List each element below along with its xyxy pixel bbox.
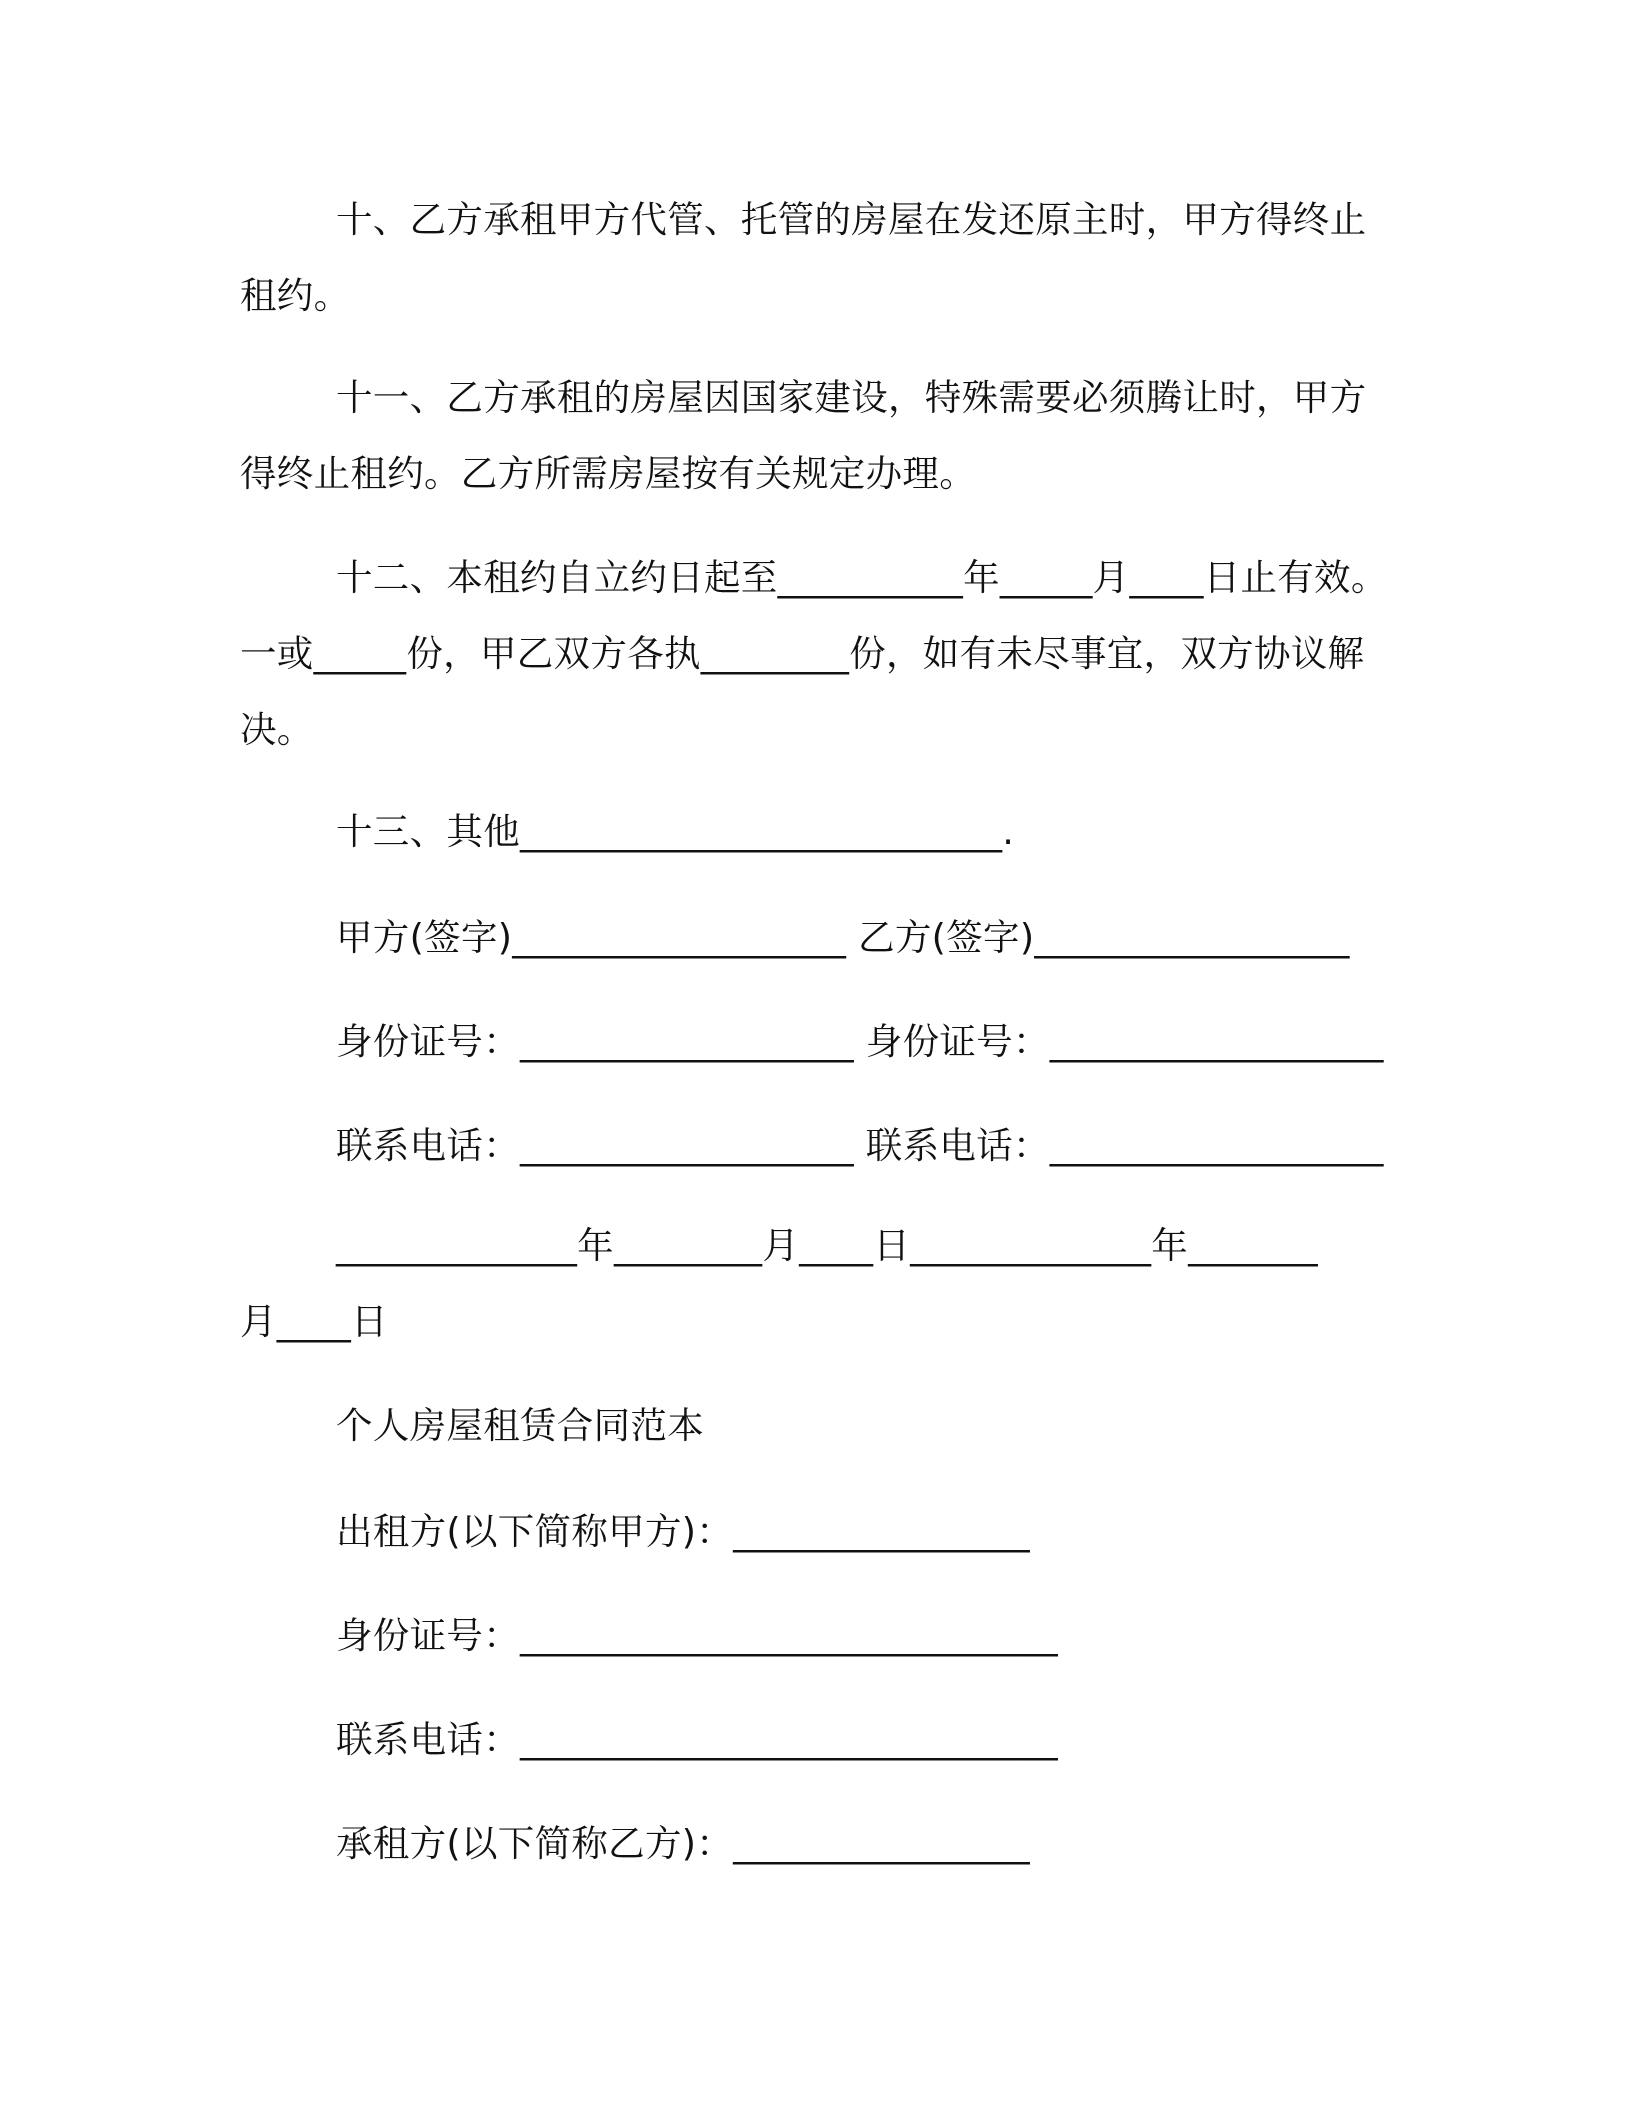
phone-line: 联系电话：__________________ 联系电话：__________________ xyxy=(336,1124,1384,1167)
clause-10-line-1: 十、乙方承租甲方代管、托管的房屋在发还原主时，甲方得终止 xyxy=(336,198,1367,241)
signature-line: 甲方(签字)__________________ 乙方(签字)_________________ xyxy=(336,916,1350,959)
clause-12-line-2: 一或_____份，甲乙双方各执________份，如有未尽事宜，双方协议解 xyxy=(240,632,1365,675)
clause-11-line-1: 十一、乙方承租的房屋因国家建设，特殊需要必须腾让时，甲方 xyxy=(336,376,1367,419)
clause-10-line-2: 租约。 xyxy=(240,274,351,317)
date-line-1: _____________年________月____日_____________年_______ xyxy=(336,1224,1318,1267)
lessor-id-line: 身份证号：_____________________________ xyxy=(336,1614,1058,1657)
date-line-2: 月____日 xyxy=(240,1300,388,1343)
clause-12-line-1: 十二、本租约自立约日起至__________年_____月____日止有效。 xyxy=(336,556,1388,599)
id-number-line: 身份证号：__________________ 身份证号：__________________ xyxy=(336,1020,1384,1063)
lessor-line: 出租方(以下简称甲方)：________________ xyxy=(336,1510,1030,1553)
clause-11-line-2: 得终止租约。乙方所需房屋按有关规定办理。 xyxy=(240,452,976,495)
lessor-phone-line: 联系电话：_____________________________ xyxy=(336,1718,1058,1761)
clause-12-line-3: 决。 xyxy=(240,708,314,751)
lessee-line: 承租方(以下简称乙方)：________________ xyxy=(336,1822,1030,1865)
clause-13-line: 十三、其他__________________________. xyxy=(336,810,1015,853)
contract-template-title: 个人房屋租赁合同范本 xyxy=(336,1404,704,1447)
